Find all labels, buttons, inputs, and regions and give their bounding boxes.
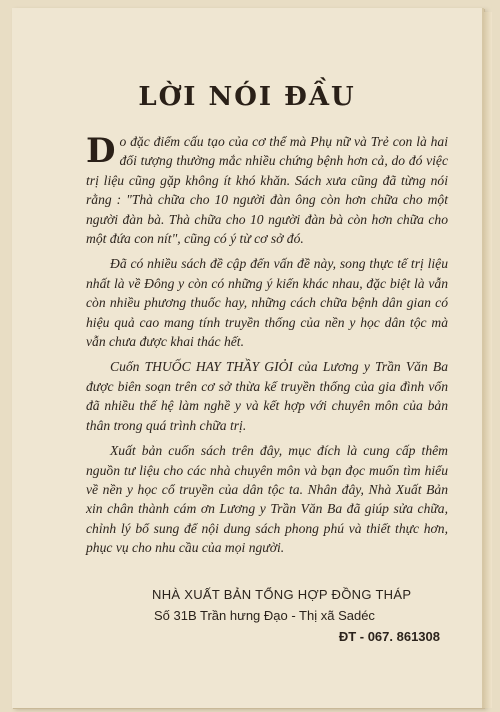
drop-cap: D xyxy=(86,131,116,171)
paragraph-1 xyxy=(86,132,448,248)
paragraph-1-text: o đặc điểm cấu tạo của cơ thể mà Phụ nữ và Trẻ con là hai đối tượng thường mắc nhiều chứng bệnh hơn cả, do đó việc trị liệu cũng gặp không ít khó khăn. Sách xưa cũng đã từng nói rằng : "Thà chữa cho 10 người đàn ông còn hơn chữa cho một người đàn bà. Thà chữa cho 10 người đàn bà còn hơn chữa cho một đứa con nít", cũng có ý từ cơ sở đó. xyxy=(86,134,448,247)
publisher-phone: ĐT - 067. 861308 xyxy=(338,629,440,644)
paragraph-3: Cuốn THUỐC HAY THẦY GIỎI của Lương y Trần Văn Ba được biên soạn trên cơ sở thừa kế truyền thống của gia đình vốn đã nhiều thế hệ làm nghề y và kết hợp với chuyên môn của bản thân trong quá trình chữa trị. xyxy=(86,359,448,433)
paragraph-4: Xuất bản cuốn sách trên đây, mục đích là cung cấp thêm nguồn tư liệu cho các nhà chuyên môn và bạn đọc muốn tìm hiểu về nền y học cổ truyền của dân tộc ta. Nhân đây, Nhà Xuất Bản xin chân thành cám ơn Lương y Trần Văn Ba đã giúp sửa chữa, chỉnh lý bổ sung để nội dung sách phong phú và thiết thực hơn, phục vụ cho nhu cầu của mọi người. xyxy=(86,443,448,556)
preface-body xyxy=(86,132,448,564)
page-title: LỜI NÓI ĐẦU xyxy=(138,82,356,112)
book-page xyxy=(12,8,484,708)
publisher-address: Số 31B Trần hưng Đạo - Thị xã Sadéc xyxy=(154,608,375,623)
publisher-block xyxy=(152,584,452,647)
paragraph-2: Đã có nhiều sách đề cập đến vấn đề này, song thực tế trị liệu nhất là về Đông y còn có những ý kiến khác nhau, đặc biệt là vẫn còn nhiều phương thuốc hay, những cách chữa bệnh dân gian có hiệu quả cao mang tính truyền thống của nền y học dân tộc mà vẫn chưa được khai thác hết. xyxy=(86,256,448,350)
publisher-name: NHÀ XUẤT BẢN TỔNG HỢP ĐỒNG THÁP xyxy=(152,587,412,602)
